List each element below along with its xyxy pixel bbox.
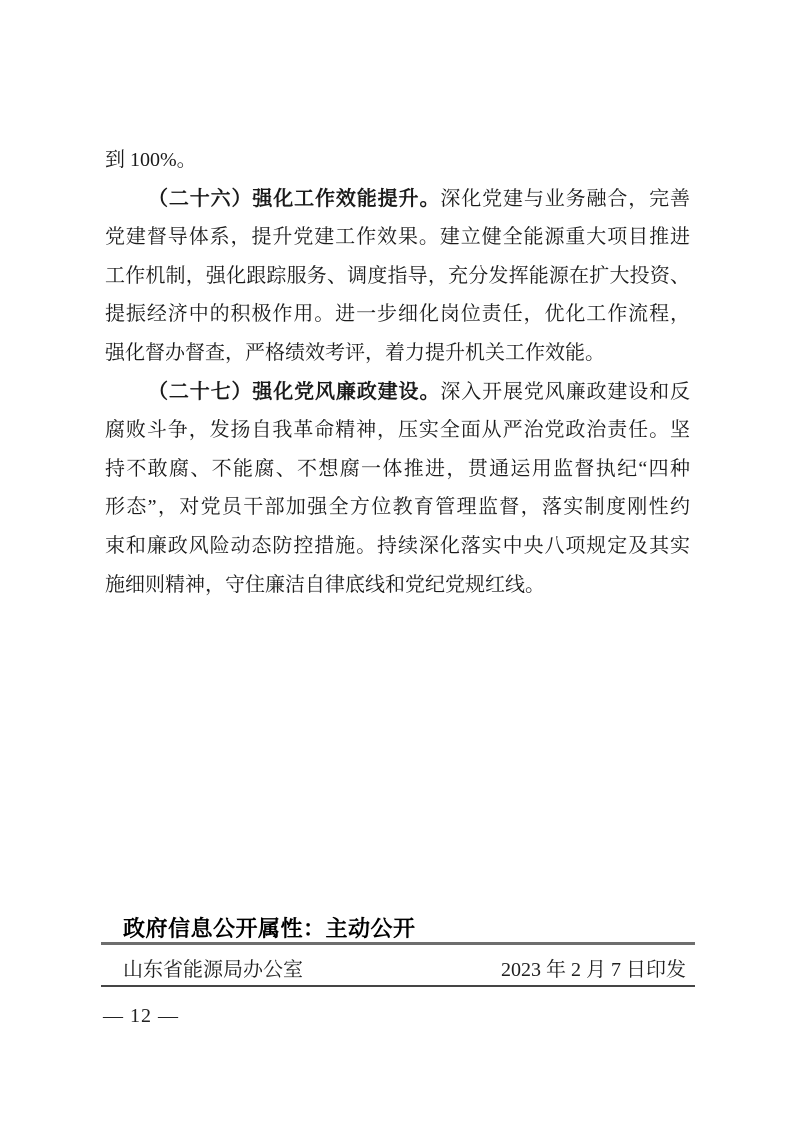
body-line-text: 提振经济中的积极作用。进一步细化岗位责任，优化工作流程，: [105, 303, 690, 326]
body-line: [105, 334, 690, 373]
body-line-text: 强化督办督查，严格绩效考评，着力提升机关工作效能。: [105, 341, 605, 364]
body-line: [105, 373, 690, 412]
body-line-text: 施细则精神，守住廉洁自律底线和党纪党规红线。: [105, 573, 545, 596]
body-line-text: 深化党建与业务融合，完善: [440, 187, 691, 210]
footer-rule-top: [101, 942, 695, 945]
body-line-text: 到 100%。: [105, 149, 197, 171]
footer-rule-bottom: [101, 985, 695, 987]
body-line: [105, 566, 690, 605]
document-body: [105, 141, 690, 604]
page-number: — 12 —: [103, 1005, 179, 1027]
section-heading-26: （二十六）强化工作效能提升。: [148, 187, 441, 210]
issuing-office: 山东省能源局办公室: [123, 958, 303, 981]
print-date: 2023 年 2 月 7 日印发: [501, 958, 686, 981]
section-heading-27: （二十七）强化党风廉政建设。: [148, 380, 441, 403]
body-line: [105, 450, 690, 489]
body-line-text: 持不敢腐、不能腐、不想腐一体推进，贯通运用监督执纪“四种: [105, 457, 690, 480]
body-line: [105, 257, 690, 296]
body-line-text: 党建督导体系，提升党建工作效果。建立健全能源重大项目推进: [105, 226, 690, 249]
body-line: [105, 218, 690, 257]
body-line: [105, 141, 690, 180]
body-line: [105, 411, 690, 450]
body-line-text: 束和廉政风险动态防控措施。持续深化落实中央八项规定及其实: [105, 534, 690, 557]
body-line-text: 形态”，对党员干部加强全方位教育管理监督，落实制度刚性约: [105, 496, 690, 519]
body-line: [105, 295, 690, 334]
body-line-text: 腐败斗争，发扬自我革命精神，压实全面从严治党政治责任。坚: [105, 419, 690, 442]
issue-info-row: [101, 951, 695, 983]
body-line: [105, 180, 690, 219]
body-line: [105, 527, 690, 566]
body-line-text: 深入开展党风廉政建设和反: [440, 380, 691, 403]
body-line: [105, 488, 690, 527]
disclosure-attribute-label: 政府信息公开属性：主动公开: [123, 916, 416, 941]
body-line-text: 工作机制，强化跟踪服务、调度指导，充分发挥能源在扩大投资、: [105, 264, 690, 287]
